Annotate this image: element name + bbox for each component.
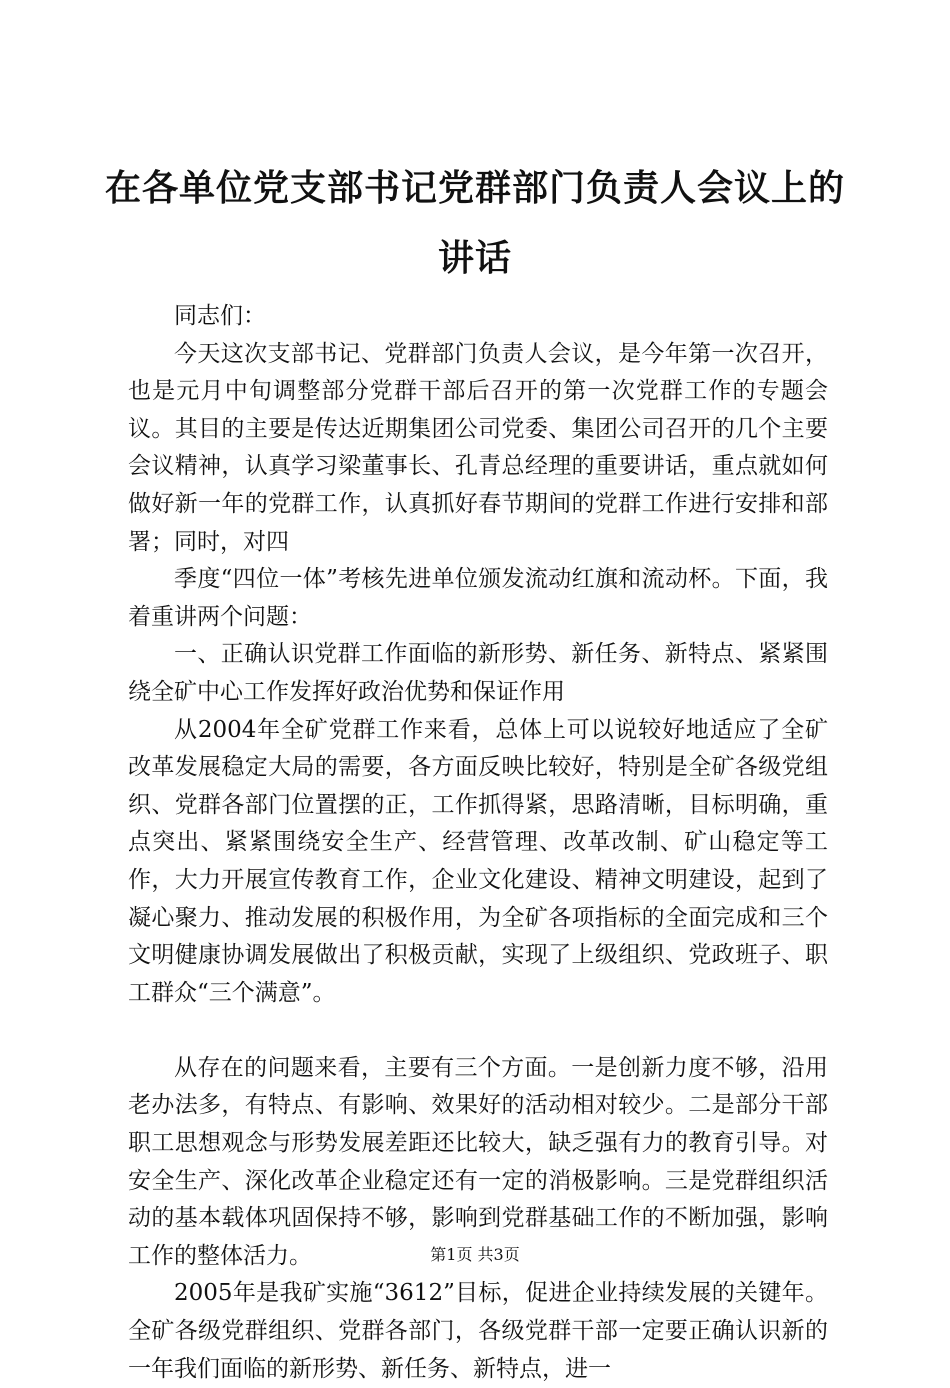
document-title-line-1: 在各单位党支部书记党群部门负责人会议上的	[104, 167, 845, 209]
document-body	[128, 298, 828, 1388]
paragraph: 从2004年全矿党群工作来看，总体上可以说较好地适应了全矿改革发展稳定大局的需要，各方面反映比较好，特别是全矿各级党组织、党群各部门位置摆的正，工作抓得紧，思路清晰，目标明确，重点突出、紧紧围绕安全生产、经营管理、改革改制、矿山稳定等工作，大力开展宣传教育工作，企业文化建设、精神文明建设，起到了凝心聚力、推动发展的积极作用，为全矿各项指标的全面完成和三个文明健康协调发展做出了积极贡献，实现了上级组织、党政班子、职工群众“三个满意”。	[128, 716, 828, 1006]
paragraph: 季度“四位一体”考核先进单位颁发流动红旗和流动杯。下面，我着重讲两个问题：	[128, 566, 828, 630]
paragraph: 2005年是我矿实施“3612”目标，促进企业持续发展的关键年。全矿各级党群组织、党群各部门，各级党群干部一定要正确认识新的一年我们面临的新形势、新任务、新特点，进一	[128, 1280, 828, 1382]
paragraph: 今天这次支部书记、党群部门负责人会议，是今年第一次召开，也是元月中旬调整部分党群干部后召开的第一次党群工作的专题会议。其目的主要是传达近期集团公司党委、集团公司召开的几个主要会议精神，认真学习梁董事长、孔青总经理的重要讲话，重点就如何做好新一年的党群工作，认真抓好春节期间的党群工作进行安排和部署；同时，对四	[128, 340, 828, 555]
page-footer: 第1页 共3页	[430, 1245, 520, 1264]
document-title-line-2: 讲话	[437, 237, 512, 279]
paragraph-salutation: 同志们：	[174, 303, 266, 329]
paragraph-spacer	[128, 1012, 828, 1050]
section-heading: 一、正确认识党群工作面临的新形势、新任务、新特点、紧紧围绕全矿中心工作发挥好政治优势和保证作用	[128, 641, 828, 705]
paragraph: 从存在的问题来看，主要有三个方面。一是创新力度不够，沿用老办法多，有特点、有影响、效果好的活动相对较少。二是部分干部职工思想观念与形势发展差距还比较大，缺乏强有力的教育引导。对安全生产、深化改革企业稳定还有一定的消极影响。三是党群组织活动的基本载体巩固保持不够，影响到党群基础工作的不断加强，影响工作的整体活力。	[128, 1054, 828, 1269]
